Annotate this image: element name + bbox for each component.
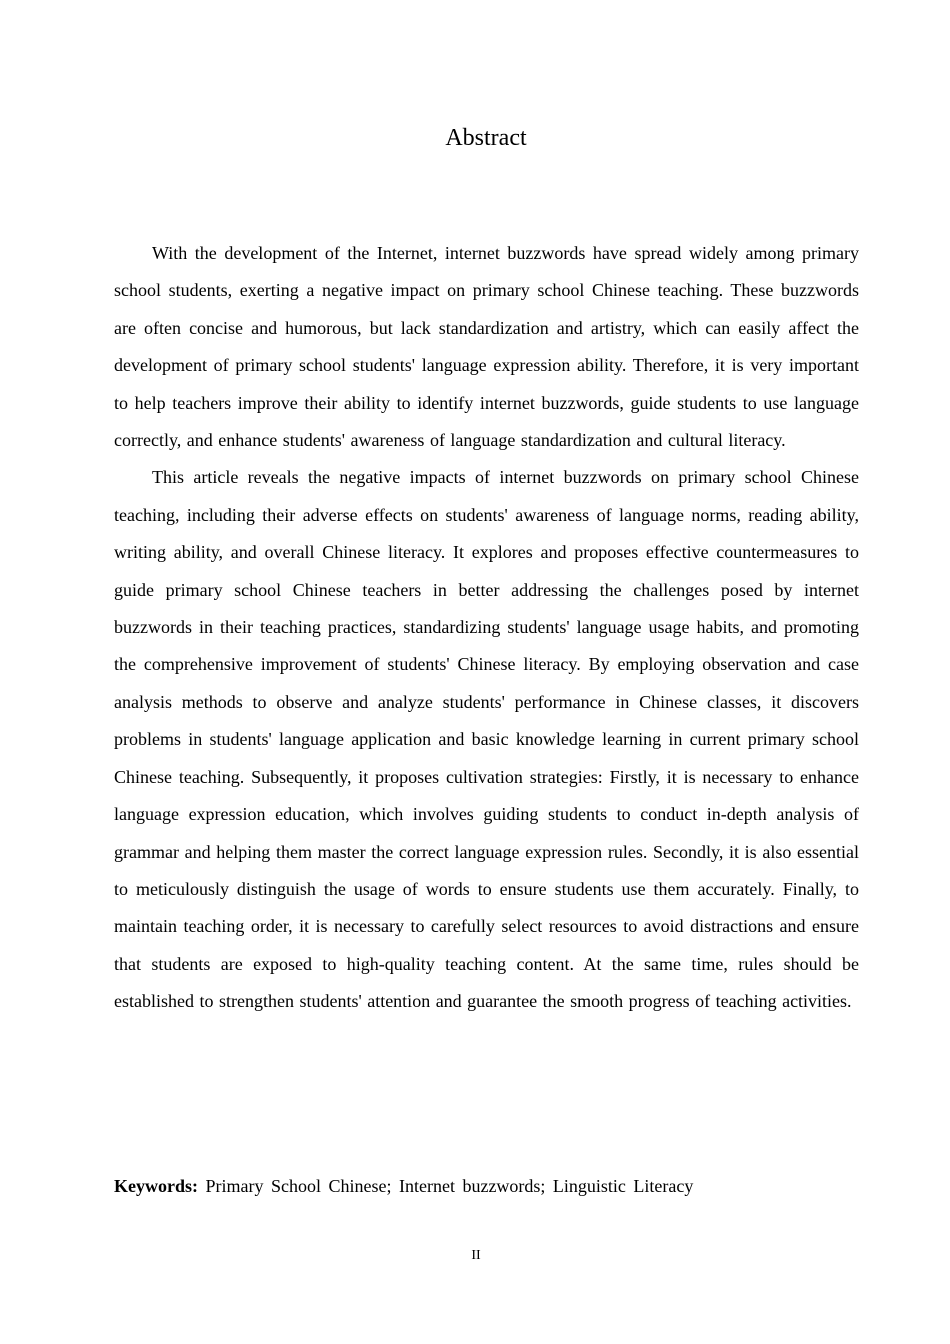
abstract-body [114, 235, 859, 1021]
abstract-paragraph-2: This article reveals the negative impacts of internet buzzwords on primary school Chinese teaching, including their adverse effects on students' awareness of language norms, reading ability, writing ability, and overall Chinese literacy. It explores and proposes effective countermeasures to guide primary school Chinese teachers in better addressing the challenges posed by internet buzzwords in their teaching practices, standardizing students' language usage habits, and promoting the comprehensive improvement of students' Chinese literacy. By employing observation and case analysis methods to observe and analyze students' performance in Chinese classes, it discovers problems in students' language application and basic knowledge learning in current primary school Chinese teaching. Subsequently, it proposes cultivation strategies: Firstly, it is necessary to enhance language expression education, which involves guiding students to conduct in-depth analysis of grammar and helping them master the correct language expression rules. Secondly, it is also essential to meticulously distinguish the usage of words to ensure students use them accurately. Finally, to maintain teaching order, it is necessary to carefully select resources to avoid distractions and ensure that students are exposed to high-quality teaching content. At the same time, rules should be established to strengthen students' attention and guarantee the smooth progress of teaching activities. [114, 467, 859, 1012]
abstract-title: Abstract [445, 125, 527, 151]
abstract-paragraph-1: With the development of the Internet, internet buzzwords have spread widely among primary school students, exerting a negative impact on primary school Chinese teaching. These buzzwords are often concise and humorous, but lack standardization and artistry, which can easily affect the development of primary school students' language expression ability. Therefore, it is very important to help teachers improve their ability to identify internet buzzwords, guide students to use language correctly, and enhance students' awareness of language standardization and cultural literacy. [114, 243, 859, 451]
page-number: II [471, 1248, 481, 1263]
keywords-line [114, 1168, 859, 1205]
keywords-label: Keywords: [114, 1176, 198, 1196]
keywords-text: Primary School Chinese; Internet buzzwords; Linguistic Literacy [205, 1176, 694, 1196]
